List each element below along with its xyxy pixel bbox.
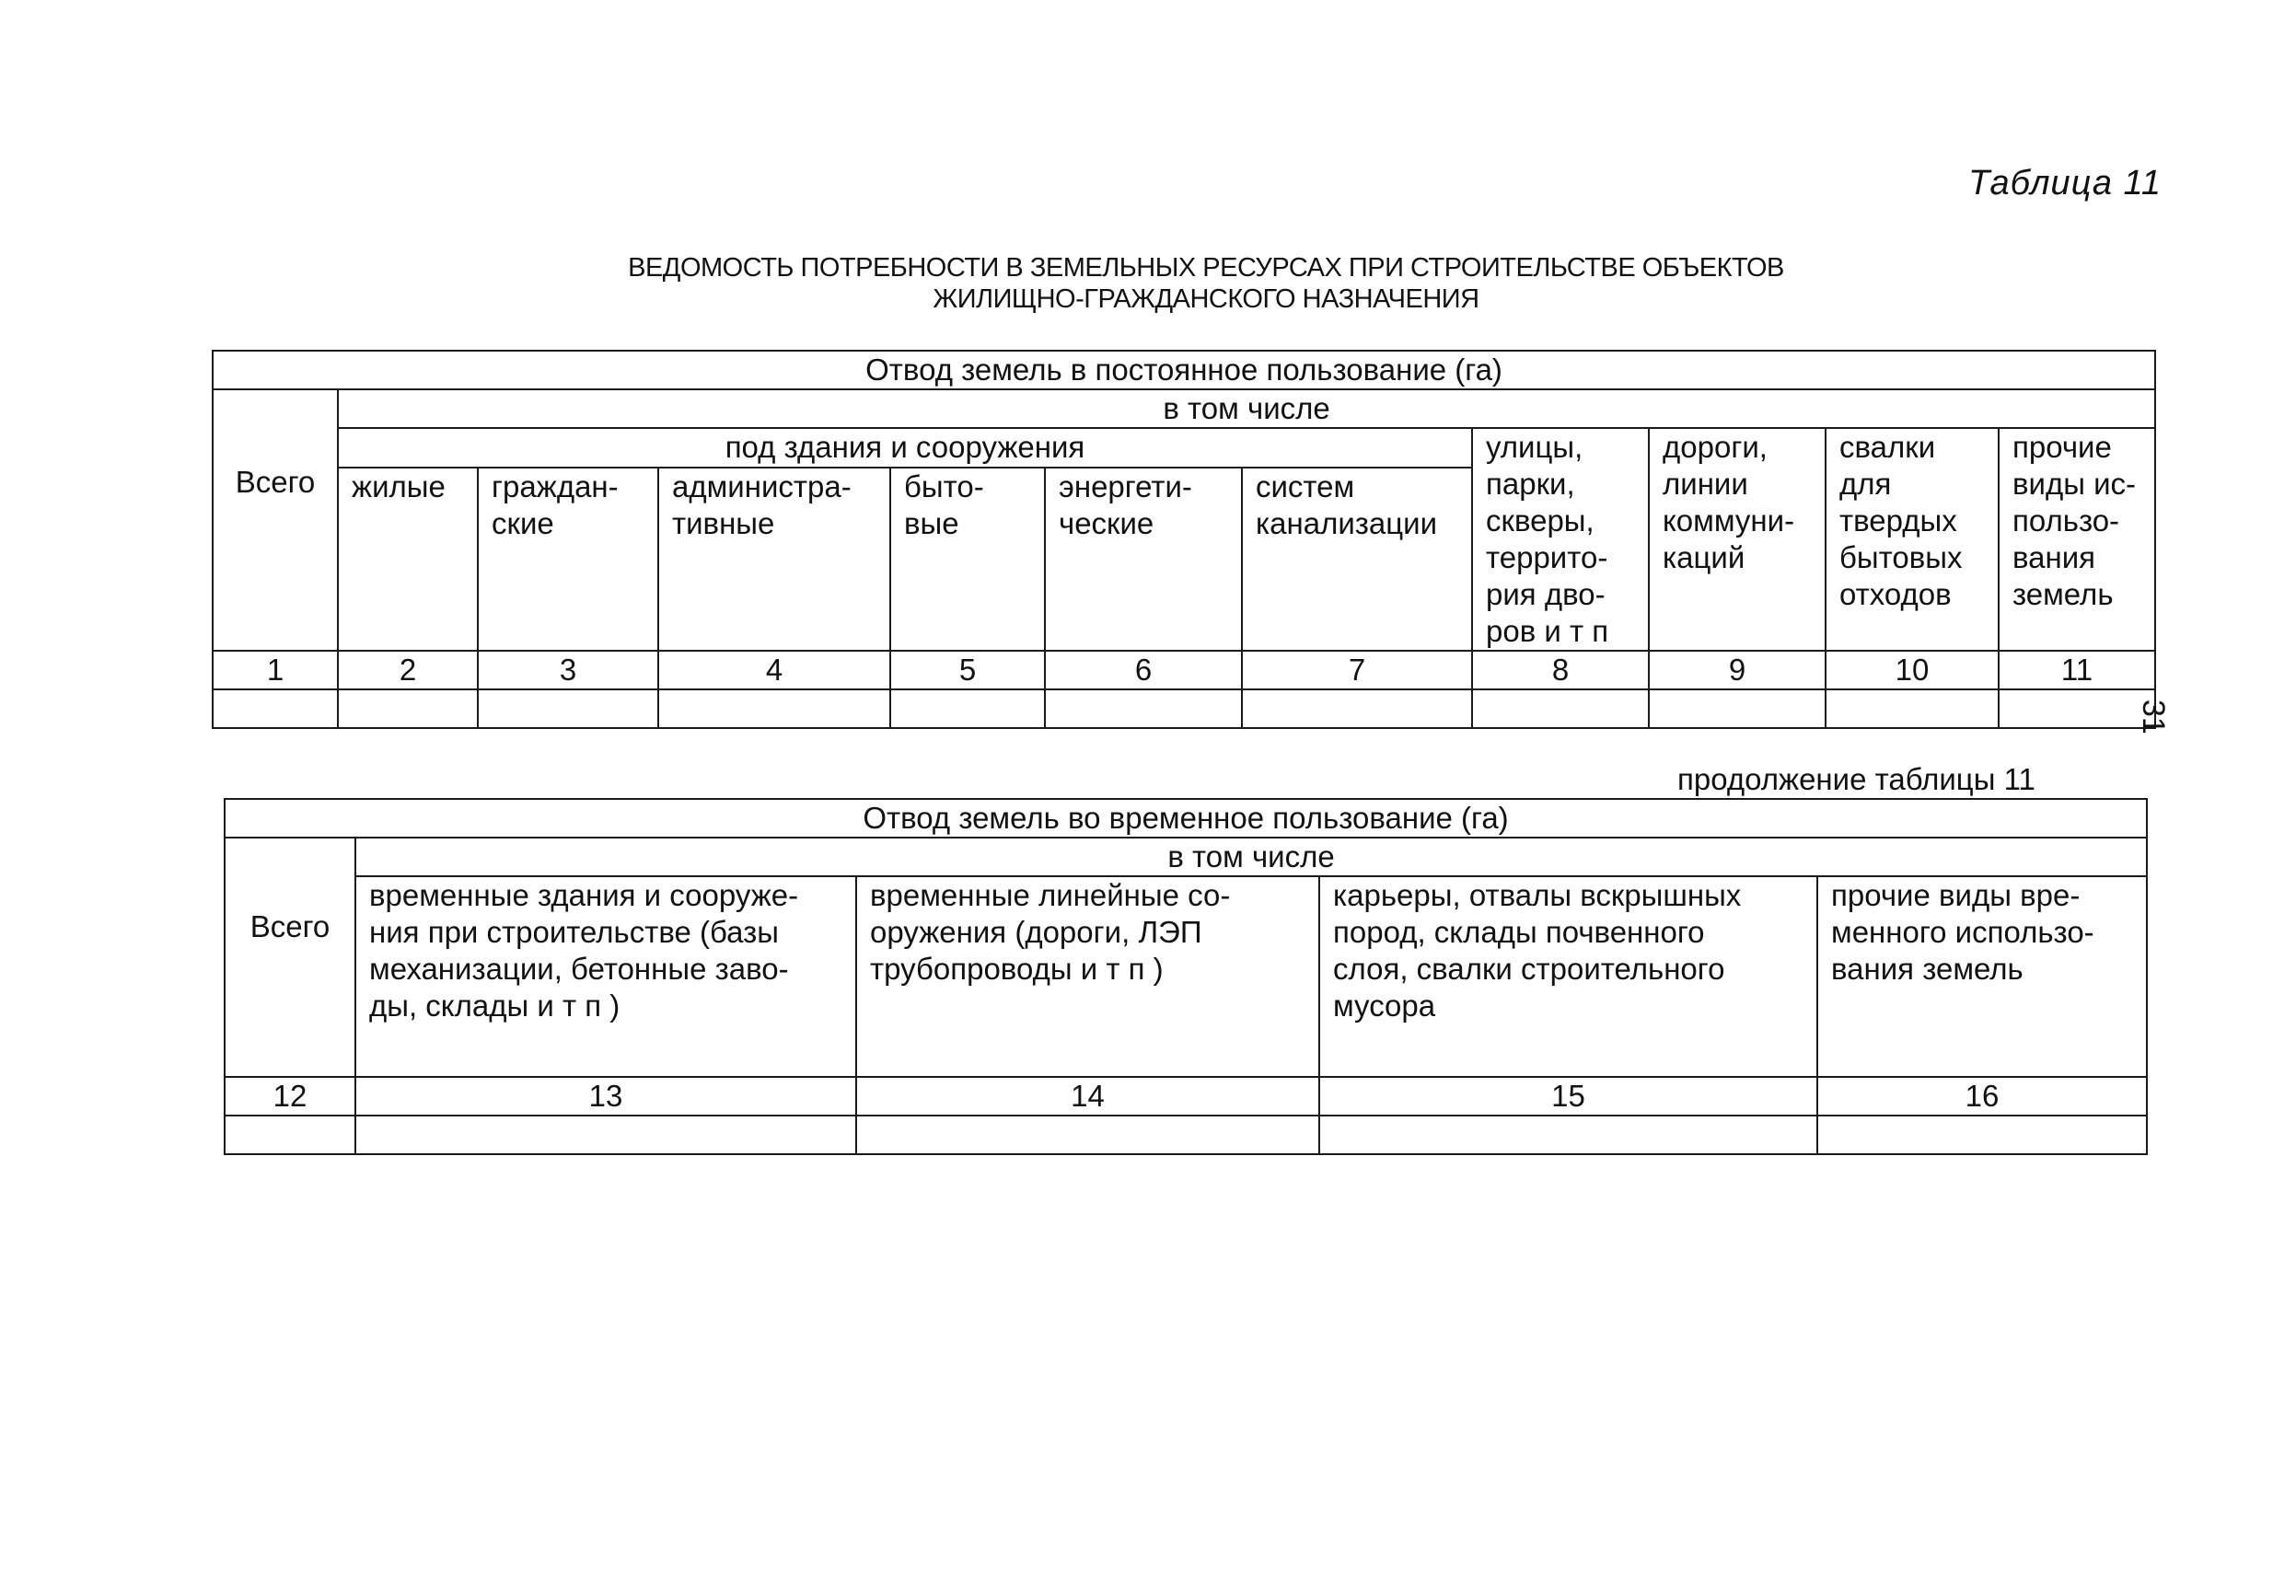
column-header-sewerage: [1242, 468, 1472, 651]
header-line: пород, склады почвенного: [1333, 915, 1705, 949]
header-line: прочие виды вре-: [1831, 878, 2081, 912]
header-line: дороги,: [1663, 430, 1768, 464]
header-line: слоя, свалки строительного: [1333, 952, 1725, 986]
empty-cell: [1045, 689, 1242, 728]
column-number: 15: [1319, 1077, 1817, 1116]
header-line: для: [1839, 467, 1892, 501]
table-label: Таблица 11: [1968, 164, 2162, 202]
column-header-roads: [1649, 428, 1826, 651]
column-number: 5: [890, 651, 1045, 689]
column-header-administrative: [658, 468, 890, 651]
header-line: прочие: [2012, 430, 2112, 464]
empty-cell: [1999, 689, 2155, 728]
header-line: трубопроводы и т п ): [870, 952, 1164, 986]
header-line: коммуни-: [1663, 503, 1795, 538]
header-line: мусора: [1333, 989, 1436, 1023]
header-line: быто-: [904, 468, 984, 503]
empty-cell: [225, 1116, 355, 1154]
empty-cell: [213, 689, 338, 728]
temporary-use-header: Отвод земель во временное пользование (га): [225, 799, 2147, 838]
header-line: рия дво-: [1486, 577, 1606, 611]
empty-cell: [1472, 689, 1649, 728]
header-line: жилые: [352, 468, 446, 503]
header-line: систем: [1256, 468, 1355, 503]
column-number: 7: [1242, 651, 1472, 689]
header-line: энергети-: [1059, 468, 1192, 503]
empty-cell: [338, 689, 478, 728]
column-header-civil: [478, 468, 658, 651]
header-line: скверы,: [1486, 503, 1594, 538]
header-line: ческие: [1059, 505, 1154, 540]
header-line: линии: [1663, 467, 1748, 501]
header-line: вания: [2012, 540, 2096, 574]
column-number: 11: [1999, 651, 2155, 689]
header-line: временные здания и сооруже-: [369, 878, 799, 912]
column-number: 10: [1826, 651, 1999, 689]
header-line: бытовых: [1839, 540, 1963, 574]
empty-cell: [1242, 689, 1472, 728]
empty-cell: [1826, 689, 1999, 728]
header-line: виды ис-: [2012, 467, 2137, 501]
header-line: менного использо-: [1831, 915, 2094, 949]
header-line: парки,: [1486, 467, 1575, 501]
column-number: 9: [1649, 651, 1826, 689]
column-header-landfills: [1826, 428, 1999, 651]
column-header-energy: [1045, 468, 1242, 651]
header-line: граждан-: [492, 468, 619, 503]
header-line: террито-: [1486, 540, 1608, 574]
header-line: каций: [1663, 540, 1745, 574]
title-line-1: ВЕДОМОСТЬ ПОТРЕБНОСТИ В ЗЕМЕЛЬНЫХ РЕСУРСАХ ПРИ СТРОИТЕЛЬСТВЕ ОБЪЕКТОВ: [628, 253, 1784, 283]
empty-cell: [1649, 689, 1826, 728]
empty-cell: [355, 1116, 856, 1154]
including-header: в том числе: [355, 838, 2147, 876]
column-header-other-temporary: [1817, 876, 2147, 1077]
empty-cell: [658, 689, 890, 728]
column-number: 13: [355, 1077, 856, 1116]
header-line: вые: [904, 505, 959, 540]
title-line-2: ЖИЛИЩНО-ГРАЖДАНСКОГО НАЗНАЧЕНИЯ: [933, 284, 1479, 314]
header-line: ские: [492, 505, 554, 540]
header-line: улицы,: [1486, 430, 1583, 464]
total-header: Всего: [213, 389, 338, 651]
empty-cell: [890, 689, 1045, 728]
header-line: механизации, бетонные заво-: [369, 952, 789, 986]
buildings-group-header: под здания и сооружения: [338, 428, 1472, 468]
column-number: 12: [225, 1077, 355, 1116]
permanent-use-table: [212, 350, 2156, 729]
page-number: 31: [2136, 700, 2171, 734]
header-line: вания земель: [1831, 952, 2023, 986]
header-line: ды, склады и т п ): [369, 989, 620, 1023]
header-line: администра-: [672, 468, 852, 503]
total-header: Всего: [225, 838, 355, 1077]
header-line: отходов: [1839, 577, 1952, 611]
header-line: твердых: [1839, 503, 1957, 538]
document-title: [230, 252, 2182, 315]
column-number: 3: [478, 651, 658, 689]
column-number: 8: [1472, 651, 1649, 689]
header-line: оружения (дороги, ЛЭП: [870, 915, 1202, 949]
header-line: тивные: [672, 505, 775, 540]
header-line: земель: [2012, 577, 2114, 611]
column-number: 16: [1817, 1077, 2147, 1116]
permanent-use-header: Отвод земель в постоянное пользование (га): [213, 351, 2155, 389]
empty-cell: [856, 1116, 1319, 1154]
temporary-use-table: [224, 798, 2148, 1155]
empty-cell: [478, 689, 658, 728]
header-line: ров и т п: [1486, 614, 1609, 648]
header-line: пользо-: [2012, 503, 2120, 538]
including-header: в том числе: [338, 389, 2155, 428]
column-number: 4: [658, 651, 890, 689]
header-line: канализации: [1256, 505, 1438, 540]
continuation-label: продолжение таблицы 11: [1677, 762, 2035, 796]
column-header-temporary-buildings: [355, 876, 856, 1077]
column-number: 1: [213, 651, 338, 689]
column-header-household: [890, 468, 1045, 651]
header-line: ния при строительстве (базы: [369, 915, 779, 949]
column-header-streets: [1472, 428, 1649, 651]
header-line: свалки: [1839, 430, 1936, 464]
column-header-other-uses: [1999, 428, 2155, 651]
column-header-residential: [338, 468, 478, 651]
empty-cell: [1817, 1116, 2147, 1154]
empty-cell: [1319, 1116, 1817, 1154]
column-header-temporary-linear: [856, 876, 1319, 1077]
column-number: 14: [856, 1077, 1319, 1116]
column-number: 6: [1045, 651, 1242, 689]
column-header-quarries: [1319, 876, 1817, 1077]
column-number: 2: [338, 651, 478, 689]
header-line: временные линейные со-: [870, 878, 1231, 912]
header-line: карьеры, отвалы вскрышных: [1333, 878, 1742, 912]
